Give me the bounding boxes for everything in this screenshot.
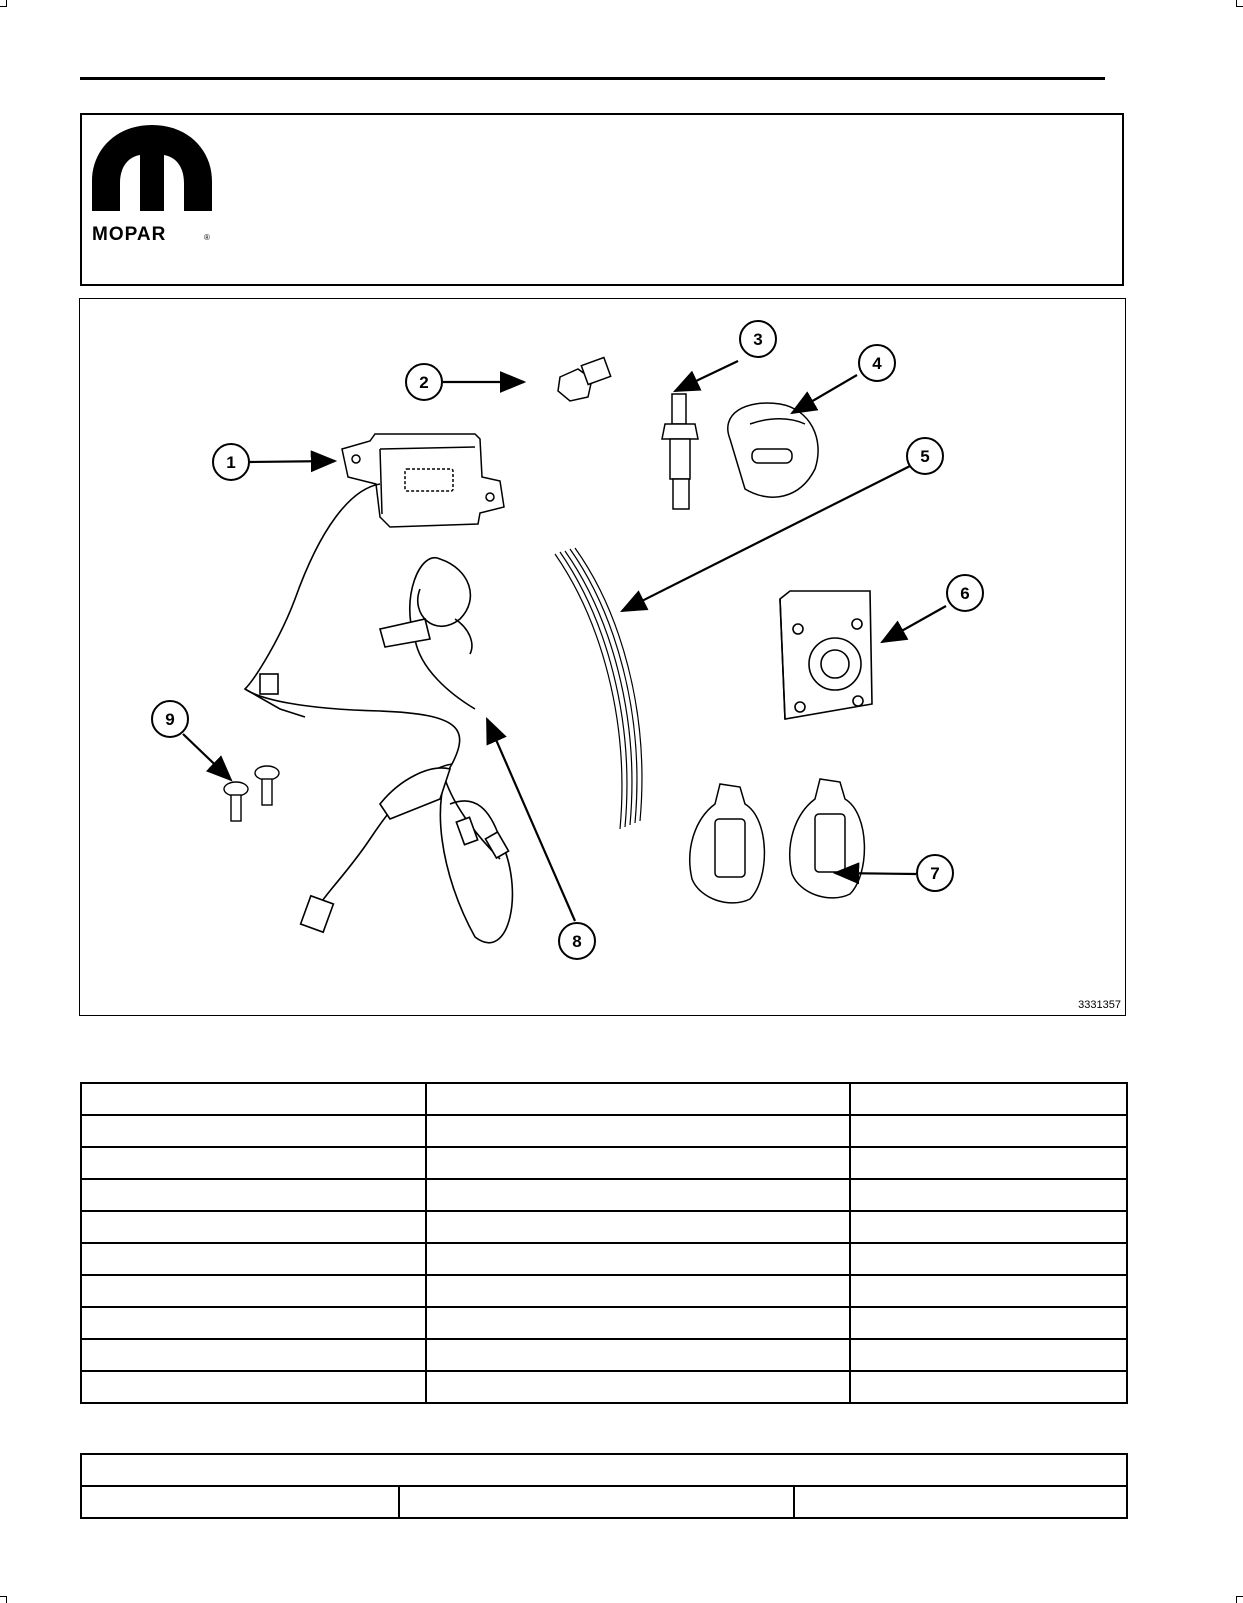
table-cell	[81, 1243, 426, 1275]
table-row	[81, 1371, 1127, 1403]
crop-mark-top-left	[0, 0, 7, 7]
callout-1	[213, 444, 249, 480]
callout-2-label: 2	[419, 373, 429, 392]
callout-7-label: 7	[930, 864, 940, 883]
table-row	[81, 1243, 1127, 1275]
footer-table-row	[81, 1486, 1127, 1518]
table-cell	[81, 1339, 426, 1371]
callout-5-label: 5	[920, 447, 930, 466]
part-bolt	[558, 357, 611, 401]
callout-8-label: 8	[572, 932, 582, 951]
table-cell	[81, 1307, 426, 1339]
table-cell	[81, 1083, 426, 1115]
callout-7	[917, 855, 953, 891]
table-cell	[850, 1243, 1127, 1275]
footer-table-header-row	[81, 1454, 1127, 1486]
callout-1-label: 1	[226, 453, 236, 472]
footer-table-header	[81, 1454, 1127, 1486]
part-cable-ties	[555, 548, 642, 829]
table-cell	[850, 1275, 1127, 1307]
table-cell	[850, 1371, 1127, 1403]
table-cell	[850, 1307, 1127, 1339]
part-bracket	[728, 403, 818, 497]
table-row	[81, 1307, 1127, 1339]
table-cell	[850, 1211, 1127, 1243]
table-cell	[426, 1243, 850, 1275]
table-cell	[426, 1179, 850, 1211]
table-row	[81, 1147, 1127, 1179]
table-cell	[426, 1307, 850, 1339]
part-harness	[245, 484, 512, 943]
parts-illustration	[79, 298, 1126, 1016]
table-row	[81, 1083, 1127, 1115]
mopar-logo	[90, 123, 214, 243]
table-cell	[81, 1211, 426, 1243]
table-cell	[850, 1147, 1127, 1179]
callout-6-label: 6	[960, 584, 970, 603]
table-row	[81, 1211, 1127, 1243]
header-box	[80, 113, 1124, 286]
part-switch	[662, 394, 698, 509]
table-cell	[426, 1211, 850, 1243]
table-row	[81, 1339, 1127, 1371]
table-cell	[81, 1275, 426, 1307]
table-row	[81, 1179, 1127, 1211]
table-row	[81, 1115, 1127, 1147]
svg-text:®: ®	[204, 233, 210, 242]
callout-4	[859, 345, 895, 381]
crop-mark-bottom-right	[1236, 1596, 1243, 1603]
table-cell	[81, 1115, 426, 1147]
table-cell	[850, 1115, 1127, 1147]
part-module	[342, 434, 504, 527]
crop-mark-top-right	[1236, 0, 1243, 7]
table-cell	[850, 1083, 1127, 1115]
footer-table-cell	[399, 1486, 794, 1518]
part-screws	[224, 766, 279, 821]
callout-3-label: 3	[753, 330, 763, 349]
callout-5	[907, 438, 943, 474]
table-row	[81, 1275, 1127, 1307]
callout-6	[947, 575, 983, 611]
table-cell	[81, 1179, 426, 1211]
part-antenna-wire	[380, 558, 475, 709]
footer-table-cell	[794, 1486, 1127, 1518]
footer-table-cell	[81, 1486, 399, 1518]
callout-9	[152, 701, 188, 737]
table-cell	[426, 1275, 850, 1307]
callout-4-label: 4	[872, 354, 882, 373]
footer-table	[80, 1453, 1128, 1519]
callout-9-label: 9	[165, 710, 175, 729]
part-key-fobs	[690, 779, 865, 903]
table-cell	[426, 1115, 850, 1147]
table-cell	[426, 1339, 850, 1371]
table-cell	[850, 1179, 1127, 1211]
table-cell	[81, 1371, 426, 1403]
callout-3	[740, 321, 776, 357]
part-ignition-module	[780, 591, 872, 719]
callout-8	[559, 923, 595, 959]
table-cell	[426, 1371, 850, 1403]
kit-contents-table	[80, 1082, 1128, 1404]
svg-text:MOPAR: MOPAR	[92, 224, 167, 243]
table-cell	[426, 1083, 850, 1115]
callout-2	[406, 364, 442, 400]
table-cell	[850, 1339, 1127, 1371]
table-cell	[426, 1147, 850, 1179]
table-cell	[81, 1147, 426, 1179]
crop-mark-bottom-left	[0, 1596, 7, 1603]
top-rule	[80, 77, 1105, 80]
figure-id: 3331357	[1078, 999, 1121, 1011]
